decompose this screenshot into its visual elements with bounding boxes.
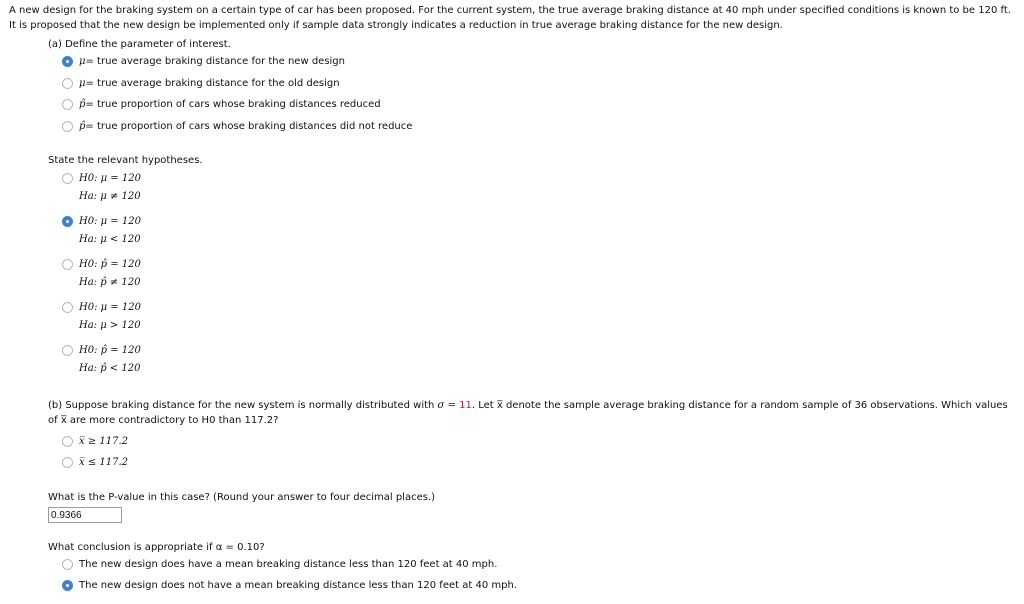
- option-text: The new design does not have a mean breaking distance less than 120 feet at 40 mph.: [79, 579, 517, 591]
- conclusion-option-1[interactable]: [62, 556, 497, 572]
- conclusion-prompt: What conclusion is appropriate if α = 0.10?: [48, 542, 265, 553]
- option-text: x̅ ≤ 117.2: [79, 456, 129, 468]
- part-b-option-2[interactable]: [62, 454, 128, 470]
- radio-button-selected[interactable]: [62, 216, 73, 227]
- part-b-line-2: of x̅ are more contradictory to H0 than 117.2?: [48, 415, 279, 426]
- radio-button[interactable]: [62, 559, 73, 570]
- option-text: = true average braking distance for the new design: [85, 55, 345, 67]
- radio-button[interactable]: [62, 259, 73, 270]
- part-a-prompt: (a) Define the parameter of interest.: [48, 39, 231, 50]
- option-text: x̅ ≥ 117.2: [79, 435, 129, 447]
- h0-text: H0: μ = 120: [79, 215, 141, 227]
- radio-button[interactable]: [62, 436, 73, 447]
- ha-text: Ha: μ ≠ 120: [79, 190, 141, 202]
- option-text: = true proportion of cars whose braking distances did not reduce: [85, 120, 413, 132]
- hypothesis-option-2[interactable]: [62, 212, 141, 248]
- option-text: = true average braking distance for the old design: [85, 77, 340, 89]
- h0-text: H0: p̂ = 120: [79, 344, 141, 356]
- radio-button[interactable]: [62, 78, 73, 89]
- pvalue-prompt: What is the P-value in this case? (Round your answer to four decimal places.): [48, 492, 436, 503]
- part-b-line-1: [48, 400, 1008, 411]
- hypothesis-option-1[interactable]: [62, 169, 141, 205]
- part-b-option-1[interactable]: [62, 433, 128, 449]
- conclusion-option-2[interactable]: [62, 577, 517, 593]
- ha-text: Ha: p̂ ≠ 120: [79, 276, 141, 288]
- part-a-option-1[interactable]: [62, 53, 345, 69]
- radio-button[interactable]: [62, 345, 73, 356]
- intro-line-2: It is proposed that the new design be implemented only if sample data strongly indicates a reduction in true average braking distance for the new design.: [9, 20, 783, 31]
- radio-button[interactable]: [62, 121, 73, 132]
- radio-button[interactable]: [62, 173, 73, 184]
- sigma-value: 11: [459, 400, 472, 411]
- radio-button[interactable]: [62, 99, 73, 110]
- option-symbol: μ: [79, 77, 86, 89]
- part-a-option-4[interactable]: [62, 118, 412, 134]
- hypothesis-option-5[interactable]: [62, 341, 141, 377]
- radio-button-selected[interactable]: [62, 56, 73, 67]
- option-text: The new design does have a mean breaking distance less than 120 feet at 40 mph.: [79, 558, 498, 570]
- pvalue-answer-input[interactable]: 0.9366: [48, 507, 122, 523]
- part-a-option-3[interactable]: [62, 96, 381, 112]
- option-text: = true proportion of cars whose braking distances reduced: [85, 98, 381, 110]
- part-a-option-2[interactable]: [62, 75, 340, 91]
- ha-text: Ha: μ > 120: [79, 319, 141, 331]
- radio-button[interactable]: [62, 302, 73, 313]
- option-symbol: p̂: [79, 120, 86, 132]
- hypothesis-option-3[interactable]: [62, 255, 141, 291]
- h0-text: H0: μ = 120: [79, 301, 141, 313]
- radio-button[interactable]: [62, 457, 73, 468]
- ha-text: Ha: p̂ < 120: [79, 362, 141, 374]
- h0-text: H0: μ = 120: [79, 172, 141, 184]
- h0-text: H0: p̂ = 120: [79, 258, 141, 270]
- sigma-label: σ =: [437, 400, 460, 411]
- ha-text: Ha: μ < 120: [79, 233, 141, 245]
- hypothesis-option-4[interactable]: [62, 298, 141, 334]
- part-b-text-post: . Let x̅ denote the sample average braking distance for a random sample of 36 observations. Which values: [471, 400, 1008, 411]
- part-b-text-pre: (b) Suppose braking distance for the new system is normally distributed with: [48, 400, 438, 411]
- option-symbol: μ: [79, 55, 86, 67]
- hypotheses-prompt: State the relevant hypotheses.: [48, 155, 203, 166]
- radio-button-selected[interactable]: [62, 580, 73, 591]
- option-symbol: p̂: [79, 98, 86, 110]
- intro-line-1: A new design for the braking system on a certain type of car has been proposed. For the current system, the true average braking distance at 40 mph under specified conditions is known to be 120 ft.: [9, 5, 1011, 16]
